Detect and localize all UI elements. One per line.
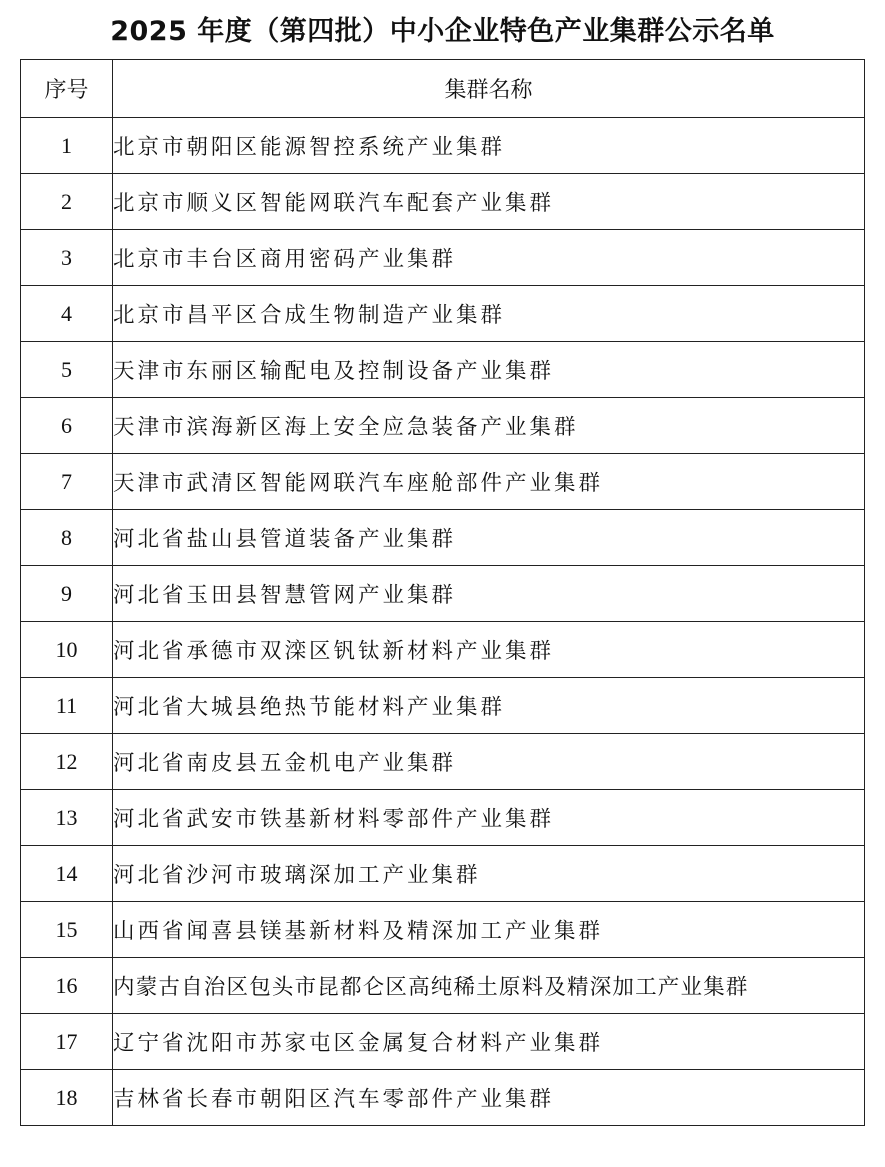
table-row [21,566,865,622]
cluster-name: 吉林省长春市朝阳区汽车零部件产业集群 [113,1070,865,1126]
row-index: 15 [21,902,113,958]
table-row [21,286,865,342]
cluster-name: 天津市滨海新区海上安全应急装备产业集群 [113,398,865,454]
table-row [21,622,865,678]
cluster-list-table [20,59,865,1126]
table-row [21,1014,865,1070]
table-row [21,454,865,510]
table-row [21,230,865,286]
row-index: 8 [21,510,113,566]
row-index: 4 [21,286,113,342]
cluster-name: 河北省承德市双滦区钒钛新材料产业集群 [113,622,865,678]
cluster-name: 河北省沙河市玻璃深加工产业集群 [113,846,865,902]
table-row [21,678,865,734]
row-index: 5 [21,342,113,398]
cluster-name: 辽宁省沈阳市苏家屯区金属复合材料产业集群 [113,1014,865,1070]
row-index: 3 [21,230,113,286]
column-header-index: 序号 [21,60,113,118]
column-header-name: 集群名称 [113,60,865,118]
table-row [21,174,865,230]
row-index: 6 [21,398,113,454]
table-row [21,846,865,902]
row-index: 1 [21,118,113,174]
cluster-name: 北京市顺义区智能网联汽车配套产业集群 [113,174,865,230]
table-row [21,958,865,1014]
row-index: 13 [21,790,113,846]
cluster-name: 北京市朝阳区能源智控系统产业集群 [113,118,865,174]
cluster-name: 天津市武清区智能网联汽车座舱部件产业集群 [113,454,865,510]
cluster-name: 内蒙古自治区包头市昆都仑区高纯稀土原料及精深加工产业集群 [113,958,865,1014]
page-title: 2025 年度（第四批）中小企业特色产业集群公示名单 [110,16,775,47]
row-index: 2 [21,174,113,230]
row-index: 11 [21,678,113,734]
table-row [21,118,865,174]
table-row [21,902,865,958]
cluster-name: 天津市东丽区输配电及控制设备产业集群 [113,342,865,398]
cluster-name: 河北省玉田县智慧管网产业集群 [113,566,865,622]
cluster-name: 河北省武安市铁基新材料零部件产业集群 [113,790,865,846]
row-index: 16 [21,958,113,1014]
row-index: 10 [21,622,113,678]
cluster-name: 北京市丰台区商用密码产业集群 [113,230,865,286]
table-row [21,790,865,846]
table-row [21,510,865,566]
row-index: 12 [21,734,113,790]
table-row [21,734,865,790]
row-index: 18 [21,1070,113,1126]
table-row [21,1070,865,1126]
row-index: 17 [21,1014,113,1070]
table-row [21,398,865,454]
row-index: 14 [21,846,113,902]
cluster-name: 河北省盐山县管道装备产业集群 [113,510,865,566]
table-row [21,342,865,398]
cluster-name: 河北省南皮县五金机电产业集群 [113,734,865,790]
cluster-name: 河北省大城县绝热节能材料产业集群 [113,678,865,734]
cluster-name: 山西省闻喜县镁基新材料及精深加工产业集群 [113,902,865,958]
row-index: 7 [21,454,113,510]
table-header-row [21,60,865,118]
row-index: 9 [21,566,113,622]
cluster-name: 北京市昌平区合成生物制造产业集群 [113,286,865,342]
